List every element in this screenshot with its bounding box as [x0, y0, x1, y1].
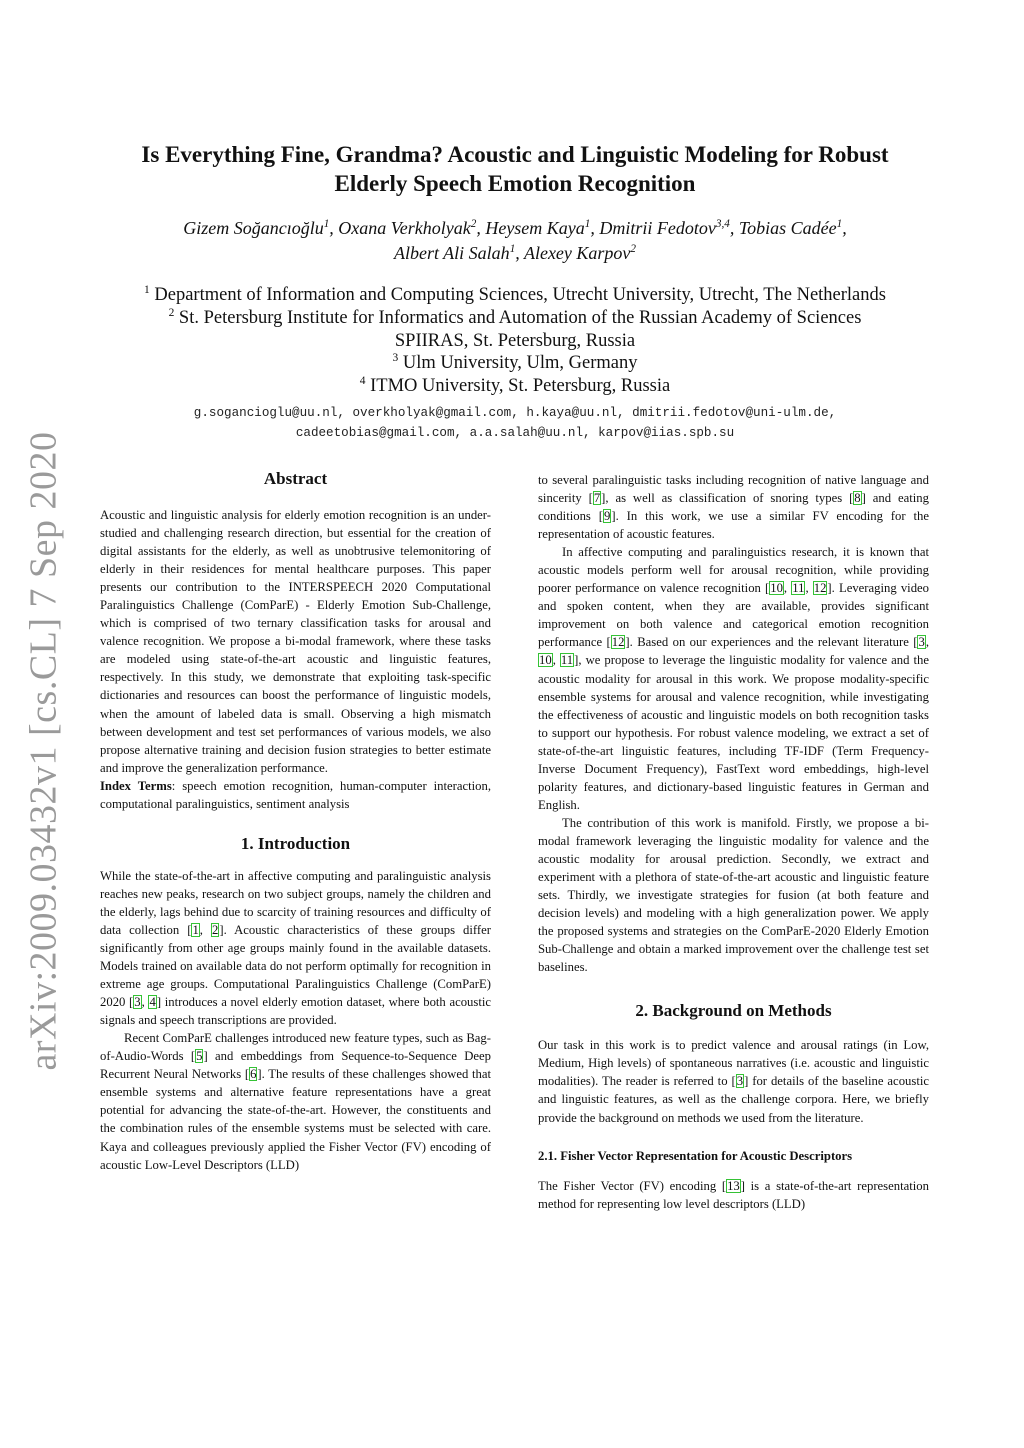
citation-link[interactable]: 9	[603, 509, 611, 524]
text-run: Our task in this work is to predict valence and arousal ratings (in Low, Medium, High levels) of spontaneous narratives (i.e. acoustic and linguistic modalities). The reader is referred to	[538, 1038, 929, 1089]
citation-link[interactable]: 6	[250, 1067, 257, 1082]
text-run: . Acoustic characteristics of these groups differ significantly from other age groups mainly found in the available datasets. Models trained on available data do not perform optimally for recognition in extreme age groups. Computational Paralinguistics Challenge (ComParE) 2020	[100, 922, 491, 1010]
intro-heading: 1. Introduction	[240, 833, 351, 853]
citation-link[interactable]: 10	[539, 653, 552, 668]
email-line-1: g.sogancioglu@uu.nl, overkholyak@gmail.com, h.kaya@uu.nl, dmitrii.fedotov@uni-ulm.de,	[193, 406, 837, 420]
affiliation-3	[100, 352, 930, 375]
text-run: and eating conditions	[538, 491, 929, 524]
text-run: . Leveraging video and spoken content, when they are available, provides significant improvement on both valence and categorical emotion recognition performance	[538, 581, 930, 650]
text-run: to several paralinguistic tasks including recognition of native language and sincerity	[538, 473, 929, 506]
text-run: introduces a novel elderly emotion dataset, where both acoustic signals and speech transcriptions are provided.	[100, 995, 492, 1028]
author-name: Heysem Kaya	[485, 218, 585, 238]
citation-link[interactable]: 10	[770, 581, 783, 596]
right-column	[538, 471, 929, 1213]
affil-text: ITMO University, St. Petersburg, Russia	[370, 376, 671, 397]
author-line-2: Albert Ali Salah$^1$, Alexey Karpov$^2$	[394, 243, 636, 263]
affil-number: 1	[144, 283, 150, 296]
affiliation-4	[100, 375, 930, 398]
background-heading: 2. Background on Methods	[635, 1001, 832, 1021]
left-column	[100, 466, 491, 1174]
title-line-1: Is Everything Fine, Grandma? Acoustic and Linguistic Modeling for Robust	[141, 142, 889, 167]
right-paragraph-2: In affective computing and paralinguistics research, it is known that acoustic models perform well for arousal recognition, while providing poorer performance on valence recognition [10, 11, 12]. Leveraging video and spoken content, when they are available, provides significant improvement on both valence and categorical emotion recognition performance [12]. Based on our experiences and the relevant literature [3, 10, 11], we propose to leverage the linguistic modality for valence and the acoustic modality for arousal in this work. We propose modality-specific ensemble systems for arousal and valence recognition, while investigating the effectiveness of acoustic and linguistic models on both recognition tasks to support our hypothesis. For robust valence modeling, we extract a set of state-of-the-art linguistic features, including TF-IDF (Term Frequency-Inverse Document Frequency), FastText word embeddings, high-level polarity features, and dictionary-based linguistic features in German and English.	[538, 545, 930, 812]
text-run: . The results of these challenges showed that ensemble systems and alternative feature representations have a great potential for advancing the state-of-the-art. However, the constituents and the combination rules of the ensemble systems must be selected with care. Kaya and colleagues previously applied the Fisher Vector (FV) encoding of acoustic Low-Level Descriptors (LLD)	[100, 1067, 492, 1172]
title-line-2: Elderly Speech Emotion Recognition	[334, 171, 696, 196]
index-terms-text: : speech emotion recognition, human-computer interaction, computational paralinguistics, sentiment analysis	[100, 778, 491, 811]
author-affil: 1	[323, 218, 330, 230]
affiliation-2-cont: SPIIRAS, St. Petersburg, Russia	[394, 330, 636, 351]
text-run: is a state-of-the-art representation method for representing low level descriptors (LLD)	[538, 1178, 929, 1211]
author-name: Oxana Verkholyak	[338, 218, 471, 238]
abstract-heading: Abstract	[263, 469, 328, 488]
text-run: In affective computing and paralinguistics research, it is known that acoustic models perform well for arousal recognition, while providing poorer performance on valence recognition	[538, 545, 929, 596]
author-affil: 2	[470, 218, 477, 230]
right-paragraph-3: The contribution of this work is manifold. Firstly, we propose a bi-modal framework leveraging the linguistic modality for valence and the acoustic modality for arousal prediction. Secondly, we extract and experiment with a plethora of state-of-the-art acoustic and linguistic feature sets. Thirdly, we investigate strategies for fusion (at both feature and decision levels) and modeling with a high generalization power. We apply the proposed systems and strategies on the ComParE-2020 Elderly Emotion Sub-Challenge and obtain a marked improvement over the challenge test set baselines.	[538, 815, 929, 975]
affil-number: 3	[392, 352, 399, 365]
index-terms	[100, 777, 491, 813]
author-affil: 1	[836, 218, 843, 230]
index-terms-label: Index Terms	[100, 778, 172, 793]
affil-text: Ulm University, Ulm, Germany	[402, 353, 638, 374]
fisher-vector-heading: 2.1. Fisher Vector Representation for Acoustic Descriptors	[538, 1148, 853, 1163]
affil-number: 2	[168, 306, 175, 319]
author-line-1: Gizem Soğancıoğlu$^1$, Oxana Verkholyak$^2$, Heysem Kaya$^1$, Dmitrii Fedotov$^{3,4}$, Tobias Cadée$^1$,	[183, 218, 847, 238]
email-list	[100, 403, 930, 443]
paper-title	[100, 140, 930, 198]
abstract-text: Acoustic and linguistic analysis for elderly emotion recognition is an under-studied and challenging research direction, but essential for the creation of digital assistants for the elderly, as well as unobtrusive telemonitoring of elderly in their residences for mental healthcare purposes. This paper presents our contribution to the INTERSPEECH 2020 Computational Paralinguistics Challenge (ComParE) - Elderly Emotion Sub-Challenge, which is comprised of two ternary classification tasks for arousal and valence recognition. We propose a bi-modal framework, where these tasks are modeled using state-of-the-art acoustic and linguistic features, respectively. In this study, we demonstrate that exploiting task-specific dictionaries and resources can boost the performance of linguistic models, when the amount of labeled data is small. Observing a high mismatch between development and test set performances of various models, we also propose alternative training and decision fusion strategies to better estimate and improve the generalization performance.	[100, 508, 491, 775]
author-affil: 1	[584, 218, 591, 230]
intro-paragraph-1: While the state-of-the-art in affective computing and paralinguistic analysis reaches new peaks, research on two subject groups, namely the children and the elderly, lags behind due to scarcity of training resources and difficulty of data collection [1, 2]. Acoustic characteristics of these groups differ significantly from other age groups mainly found in the available datasets. Models trained on available data do not perform optimally for recognition in extreme age groups. Computational Paralinguistics Challenge (ComParE) 2020 [3, 4] introduces a novel elderly emotion dataset, where both acoustic signals and speech transcriptions are provided.	[100, 868, 492, 1028]
author-name: Tobias Cadée	[738, 218, 837, 238]
citation-link[interactable]: 8	[854, 491, 861, 506]
citation-link[interactable]: 3	[918, 635, 925, 650]
citation-link[interactable]: 11	[560, 653, 574, 668]
affiliation-1	[100, 284, 930, 307]
intro-paragraph-2: Recent ComParE challenges introduced new feature types, such as Bag-of-Audio-Words [5] and embeddings from Sequence-to-Sequence Deep Recurrent Neural Networks [6]. The results of these challenges showed that ensemble systems and alternative feature representations have a great potential for advancing the state-of-the-art. However, the constituents and the combination rules of the ensemble systems must be selected with care. Kaya and colleagues previously applied the Fisher Vector (FV) encoding of acoustic Low-Level Descriptors (LLD)	[100, 1031, 492, 1172]
email-line-2: cadeetobias@gmail.com, a.a.salah@uu.nl, karpov@iias.spb.su	[295, 426, 735, 440]
citation-link[interactable]: 4	[149, 995, 156, 1010]
right-paragraph-1: to several paralinguistic tasks including recognition of native language and sincerity [7], as well as classification of snoring types [8] and eating conditions [9]. In this work, we use a similar FV encoding for the representation of acoustic features.	[538, 473, 929, 542]
author-affil: 2	[630, 243, 636, 255]
affil-text: Department of Information and Computing Sciences, Utrecht University, Utrecht, The Netherlands	[154, 285, 886, 305]
text-run: for details of the baseline acoustic and linguistic features, as well as the challenge corpora. Here, we briefly provide the background on methods we used from the literature.	[538, 1074, 929, 1125]
author-name: Dmitrii Fedotov	[599, 218, 716, 238]
fisher-vector-paragraph: The Fisher Vector (FV) encoding [13] is a state-of-the-art representation method for representing low level descriptors (LLD)	[538, 1178, 929, 1211]
affiliation-list	[100, 284, 930, 398]
author-name: Gizem Soğancıoğlu	[183, 218, 324, 238]
author-name: Alexey Karpov	[523, 243, 631, 263]
citation-link[interactable]: 2	[212, 922, 219, 937]
text-run: . In this work, we use a similar FV encoding for the representation of acoustic features.	[538, 509, 929, 542]
citation-link[interactable]: 12	[611, 635, 625, 650]
citation-link[interactable]: 5	[196, 1049, 203, 1064]
citation-link[interactable]: 13	[727, 1178, 740, 1193]
text-run: . Based on our experiences and the relevant literature	[629, 635, 914, 650]
arxiv-stamp-text: arXiv:2009.03432v1 [cs.CL] 7 Sep 2020	[23, 430, 66, 1071]
citation-link[interactable]: 3	[736, 1074, 744, 1089]
text-run: and embeddings from Sequence-to-Sequence Deep Recurrent Neural Networks	[100, 1049, 492, 1082]
background-paragraph: Our task in this work is to predict valence and arousal ratings (in Low, Medium, High levels) of spontaneous narratives (i.e. acoustic and linguistic modalities). The reader is referred to [3] for details of the baseline acoustic and linguistic features, as well as the challenge corpora. Here, we briefly provide the background on methods we used from the literature.	[538, 1038, 929, 1125]
citation-link[interactable]: 11	[792, 581, 805, 596]
citation-link[interactable]: 1	[192, 922, 199, 937]
text-run: While the state-of-the-art in affective computing and paralinguistic analysis reaches new peaks, research on two subject groups, namely the children and the elderly, lags behind due to scarcity of training resources and difficulty of data collection	[100, 868, 491, 937]
text-run: , as well as classification of snoring types	[605, 491, 850, 506]
author-name: Albert Ali Salah	[394, 243, 510, 263]
citation-link[interactable]: 7	[593, 491, 601, 506]
author-list	[100, 216, 930, 266]
text-run: The Fisher Vector (FV) encoding	[538, 1178, 722, 1193]
text-run: Recent ComParE challenges introduced new feature types, such as Bag-of-Audio-Words	[100, 1031, 491, 1064]
text-run: , we propose to leverage the linguistic modality for valence and the acoustic modality for arousal in this work. We propose modality-specific ensemble systems for arousal and valence recognition, while investigating the effectiveness of acoustic and linguistic models on both recognition tasks to support our hypothesis. For robust valence modeling, we extract a set of state-of-the-art linguistic features, including TF-IDF (Term Frequency-Inverse Document Frequency), FastText word embeddings, high-level polarity features, and dictionary-based linguistic features in German and English.	[538, 653, 929, 812]
arxiv-stamp	[22, 430, 66, 1071]
author-affil: 3,4	[715, 218, 730, 230]
citation-link[interactable]: 12	[813, 581, 827, 596]
affil-text: St. Petersburg Institute for Informatics and Automation of the Russian Academy of Sciences	[178, 307, 862, 328]
author-affil: 1	[509, 243, 516, 255]
affil-number: 4	[359, 375, 366, 388]
affiliation-2	[100, 307, 930, 330]
citation-link[interactable]: 3	[134, 995, 141, 1010]
